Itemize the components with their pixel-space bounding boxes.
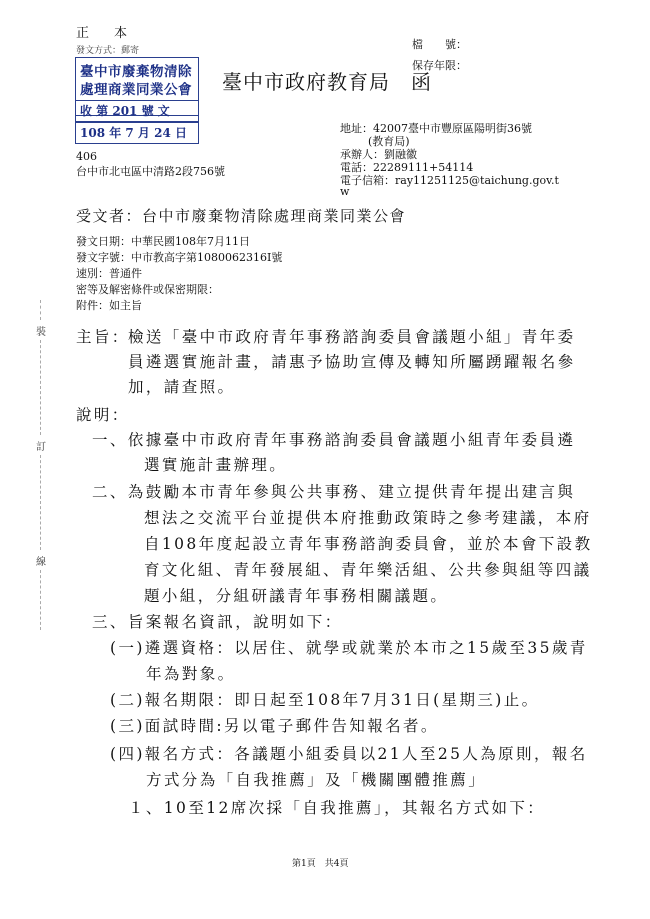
subject-line: 檢送「臺中市政府青年事務諮詢委員會議題小組」青年委 (128, 328, 576, 346)
email: 電子信箱：ray11251125@taichung.gov.t (340, 174, 559, 187)
binding-line (40, 300, 42, 320)
item-line: 一、依據臺中市政府青年事務諮詢委員會議題小組青年委員遴 (92, 431, 576, 449)
binding-line (40, 455, 42, 550)
stamp-line2: 處理商業同業公會 (80, 82, 192, 98)
issue-date: 發文日期：中華民國108年7月11日 (76, 235, 250, 248)
receipt-number: 收 第 201 號 文 (75, 100, 199, 122)
send-method: 發文方式：郵寄 (76, 46, 140, 56)
stamp-line1: 臺中市廢棄物清除 (80, 64, 192, 80)
phone: 電話：22289111+54114 (340, 161, 474, 174)
email-continued: w (340, 185, 350, 198)
sender-address-dept: (教育局) (368, 135, 410, 148)
page-number: 第1頁 共4頁 (292, 859, 349, 869)
item-line: 育文化組、青年發展組、青年樂活組、公共參與組等四議 (144, 561, 592, 579)
sub-item-line: 年為對象。 (146, 665, 236, 683)
retention-label: 保存年限： (412, 59, 467, 72)
binding-line (40, 340, 42, 435)
subject-line: 員遴選實施計畫，請惠予協助宣傳及轉知所屬踴躍報名參 (128, 353, 576, 371)
postal-code: 406 (76, 150, 97, 163)
binding-mark-2: 訂 (36, 442, 46, 453)
sub-item-line: 方式分為「自我推薦」及「機關團體推薦」 (146, 771, 487, 789)
attachment: 附件：如主旨 (76, 299, 142, 312)
sender-address: 地址：42007臺中市豐原區陽明街36號 (340, 122, 532, 135)
item-line: 想法之交流平台並提供本府推動政策時之參考建議，本府 (144, 509, 592, 527)
binding-line (40, 570, 42, 630)
agency-title: 臺中市政府教育局 函 (222, 70, 432, 94)
receipt-date: 108 年 7 月 24 日 (75, 122, 199, 144)
sub-item-line: (一)遴選資格：以居住、就學或就業於本市之15歲至35歲青 (110, 639, 588, 657)
sub-item-line: (二)報名期限：即日起至108年7月31日(星期三)止。 (110, 691, 540, 709)
binding-mark-1: 裝 (36, 327, 46, 338)
contact-person: 承辦人：劉融徽 (340, 148, 417, 161)
item-line: 自108年度起設立青年事務諮詢委員會，並於本會下設教 (144, 535, 593, 553)
secrecy-level: 密等及解密條件或保密期限： (76, 283, 219, 296)
recipient-address: 台中市北屯區中清路2段756號 (76, 165, 225, 178)
sub-item-line: (三)面試時間:另以電子郵件告知報名者。 (110, 717, 439, 735)
addressee: 受文者：台中市廢棄物清除處理商業同業公會 (76, 207, 407, 225)
item-line: 選實施計畫辦理。 (144, 456, 288, 474)
subject-label: 主旨： (76, 328, 130, 346)
item-line: 二、為鼓勵本市青年參與公共事務、建立提供青年提出建言與 (92, 483, 576, 501)
explanation-label: 說明： (76, 406, 130, 424)
item-line: 三、旨案報名資訊，說明如下： (92, 613, 343, 631)
binding-mark-3: 線 (36, 557, 46, 568)
speed-class: 速別：普通件 (76, 267, 142, 280)
sub-item-line: (四)報名方式：各議題小組委員以21人至25人為原則，報名 (110, 745, 588, 763)
item-line: 題小組，分組研議青年事務相關議題。 (144, 587, 449, 605)
receipt-stamp (75, 100, 197, 148)
subject-line: 加，請查照。 (128, 378, 236, 396)
document-number: 發文字號：中市教高字第1080062316I號 (76, 251, 283, 264)
sub-item-line: １、10至12席次採「自我推薦」，其報名方式如下： (128, 799, 546, 817)
file-no-label: 檔 號： (412, 38, 467, 51)
copy-label: 正 本 (76, 26, 134, 41)
